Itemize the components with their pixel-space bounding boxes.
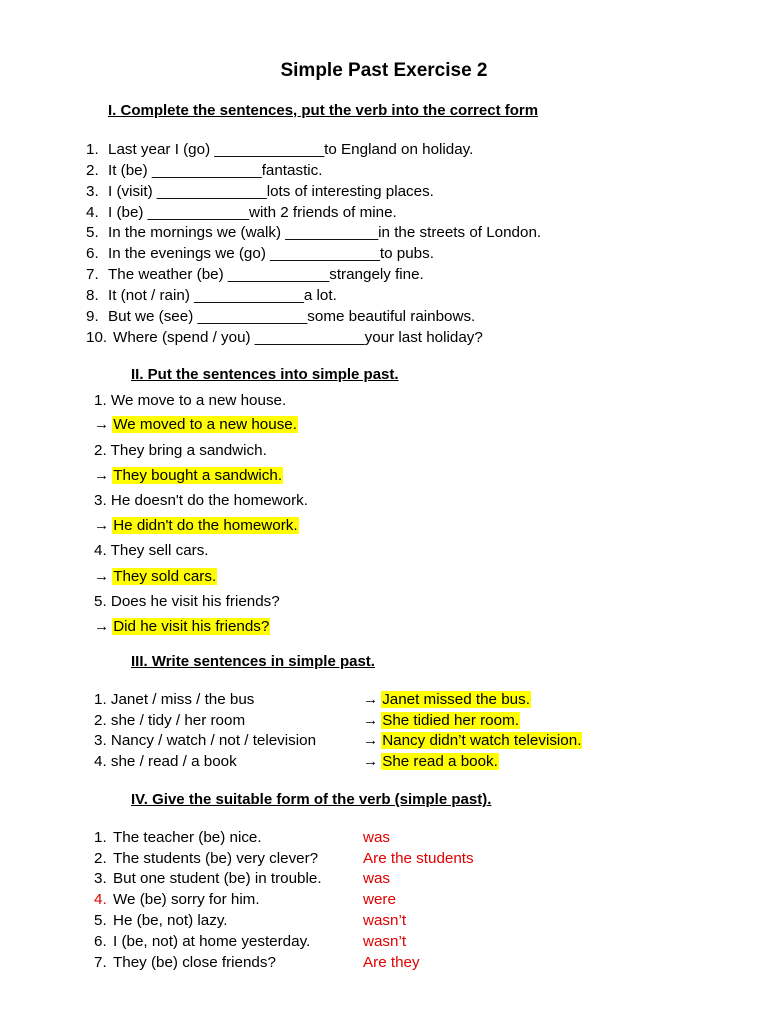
section-2-heading: II. Put the sentences into simple past. [131, 366, 399, 383]
list-item [86, 140, 473, 160]
arrow-icon: → [94, 517, 110, 534]
item-number: 5. [86, 224, 99, 241]
item-number: 4. [86, 204, 99, 221]
answer-line [363, 752, 499, 772]
highlighted-answer: They sold cars. [113, 568, 217, 585]
item-number: 3. [86, 183, 99, 200]
section-1-heading: I. Complete the sentences, put the verb into the correct form [108, 102, 539, 119]
list-item [94, 849, 318, 869]
item-number: 8. [86, 287, 99, 304]
list-item [86, 182, 434, 202]
item-number: 3. [94, 870, 107, 887]
question-line: 4. They sell cars. [94, 542, 209, 559]
item-number: 6. [94, 933, 107, 950]
highlighted-answer: We moved to a new house. [113, 416, 297, 433]
answer-line [94, 415, 298, 435]
question-line: 5. Does he visit his friends? [94, 593, 280, 610]
item-text: Where (spend / you) _____________your last holiday? [113, 329, 483, 346]
arrow-icon: → [363, 732, 379, 749]
answer-text: was [363, 829, 391, 846]
prompt-line: 2. she / tidy / her room [94, 712, 246, 729]
list-item [86, 161, 322, 181]
answer-line [363, 731, 582, 751]
prompt-line: 3. Nancy / watch / not / television [94, 732, 317, 749]
question-line: 1. We move to a new house. [94, 392, 287, 409]
list-item [94, 911, 228, 931]
arrow-icon: → [363, 753, 379, 770]
arrow-icon: → [94, 618, 110, 635]
list-item [86, 307, 475, 327]
item-number: 1. [86, 141, 99, 158]
arrow-icon: → [94, 416, 110, 433]
answer-text: was [363, 870, 391, 887]
item-number: 2. [94, 850, 107, 867]
arrow-icon: → [94, 467, 110, 484]
answer-line [94, 516, 299, 536]
answer-line [94, 466, 283, 486]
answer-line [94, 567, 217, 587]
item-text: In the mornings we (walk) ___________in the streets of London. [108, 224, 542, 241]
list-item [94, 890, 260, 910]
item-text: The teacher (be) nice. [113, 829, 262, 846]
item-text: I (visit) _____________lots of interesting places. [108, 183, 434, 200]
answer-line [94, 617, 270, 637]
question-line: 2. They bring a sandwich. [94, 442, 267, 459]
item-number: 6. [86, 245, 99, 262]
item-text: The weather (be) ____________strangely fine. [108, 266, 424, 283]
list-item [86, 286, 337, 306]
section-4-heading: IV. Give the suitable form of the verb (simple past). [131, 791, 492, 808]
item-text: I (be, not) at home yesterday. [113, 933, 311, 950]
item-number: 7. [86, 266, 99, 283]
item-number: 4. [94, 891, 107, 908]
list-item [86, 244, 434, 264]
item-text: It (be) _____________fantastic. [108, 162, 323, 179]
answer-text: were [363, 891, 396, 908]
page-title: Simple Past Exercise 2 [280, 60, 488, 81]
item-text: In the evenings we (go) _____________to pubs. [108, 245, 434, 262]
item-text: They (be) close friends? [113, 954, 276, 971]
item-text: I (be) ____________with 2 friends of mine. [108, 204, 397, 221]
list-item [86, 328, 483, 348]
list-item [94, 953, 276, 973]
highlighted-answer: Did he visit his friends? [113, 618, 270, 635]
list-item [86, 203, 397, 223]
item-number: 10. [86, 329, 108, 346]
answer-line [363, 690, 531, 710]
item-text: He (be, not) lazy. [113, 912, 228, 929]
item-number: 7. [94, 954, 107, 971]
list-item [86, 223, 541, 243]
question-line: 3. He doesn't do the homework. [94, 492, 308, 509]
list-item [94, 932, 310, 952]
answer-text: wasn’t [363, 912, 407, 929]
prompt-line: 1. Janet / miss / the bus [94, 691, 255, 708]
arrow-icon: → [363, 712, 379, 729]
item-text: We (be) sorry for him. [113, 891, 260, 908]
item-number: 1. [94, 829, 107, 846]
highlighted-answer: She tidied her room. [382, 712, 519, 729]
highlighted-answer: They bought a sandwich. [113, 467, 283, 484]
arrow-icon: → [94, 568, 110, 585]
prompt-line: 4. she / read / a book [94, 753, 237, 770]
item-number: 9. [86, 308, 99, 325]
item-number: 5. [94, 912, 107, 929]
answer-text: Are they [363, 954, 420, 971]
list-item [94, 828, 262, 848]
item-text: But one student (be) in trouble. [113, 870, 322, 887]
item-text: But we (see) _____________some beautiful rainbows. [108, 308, 476, 325]
item-text: The students (be) very clever? [113, 850, 319, 867]
answer-text: Are the students [363, 850, 474, 867]
item-text: Last year I (go) _____________to England on holiday. [108, 141, 474, 158]
list-item [94, 869, 322, 889]
arrow-icon: → [363, 691, 379, 708]
item-text: It (not / rain) _____________a lot. [108, 287, 337, 304]
item-number: 2. [86, 162, 99, 179]
highlighted-answer: Nancy didn’t watch television. [382, 732, 582, 749]
answer-line [363, 711, 520, 731]
highlighted-answer: She read a book. [382, 753, 498, 770]
highlighted-answer: Janet missed the bus. [382, 691, 530, 708]
list-item [86, 265, 424, 285]
highlighted-answer: He didn't do the homework. [113, 517, 298, 534]
answer-text: wasn’t [363, 933, 407, 950]
section-3-heading: III. Write sentences in simple past. [131, 653, 375, 670]
